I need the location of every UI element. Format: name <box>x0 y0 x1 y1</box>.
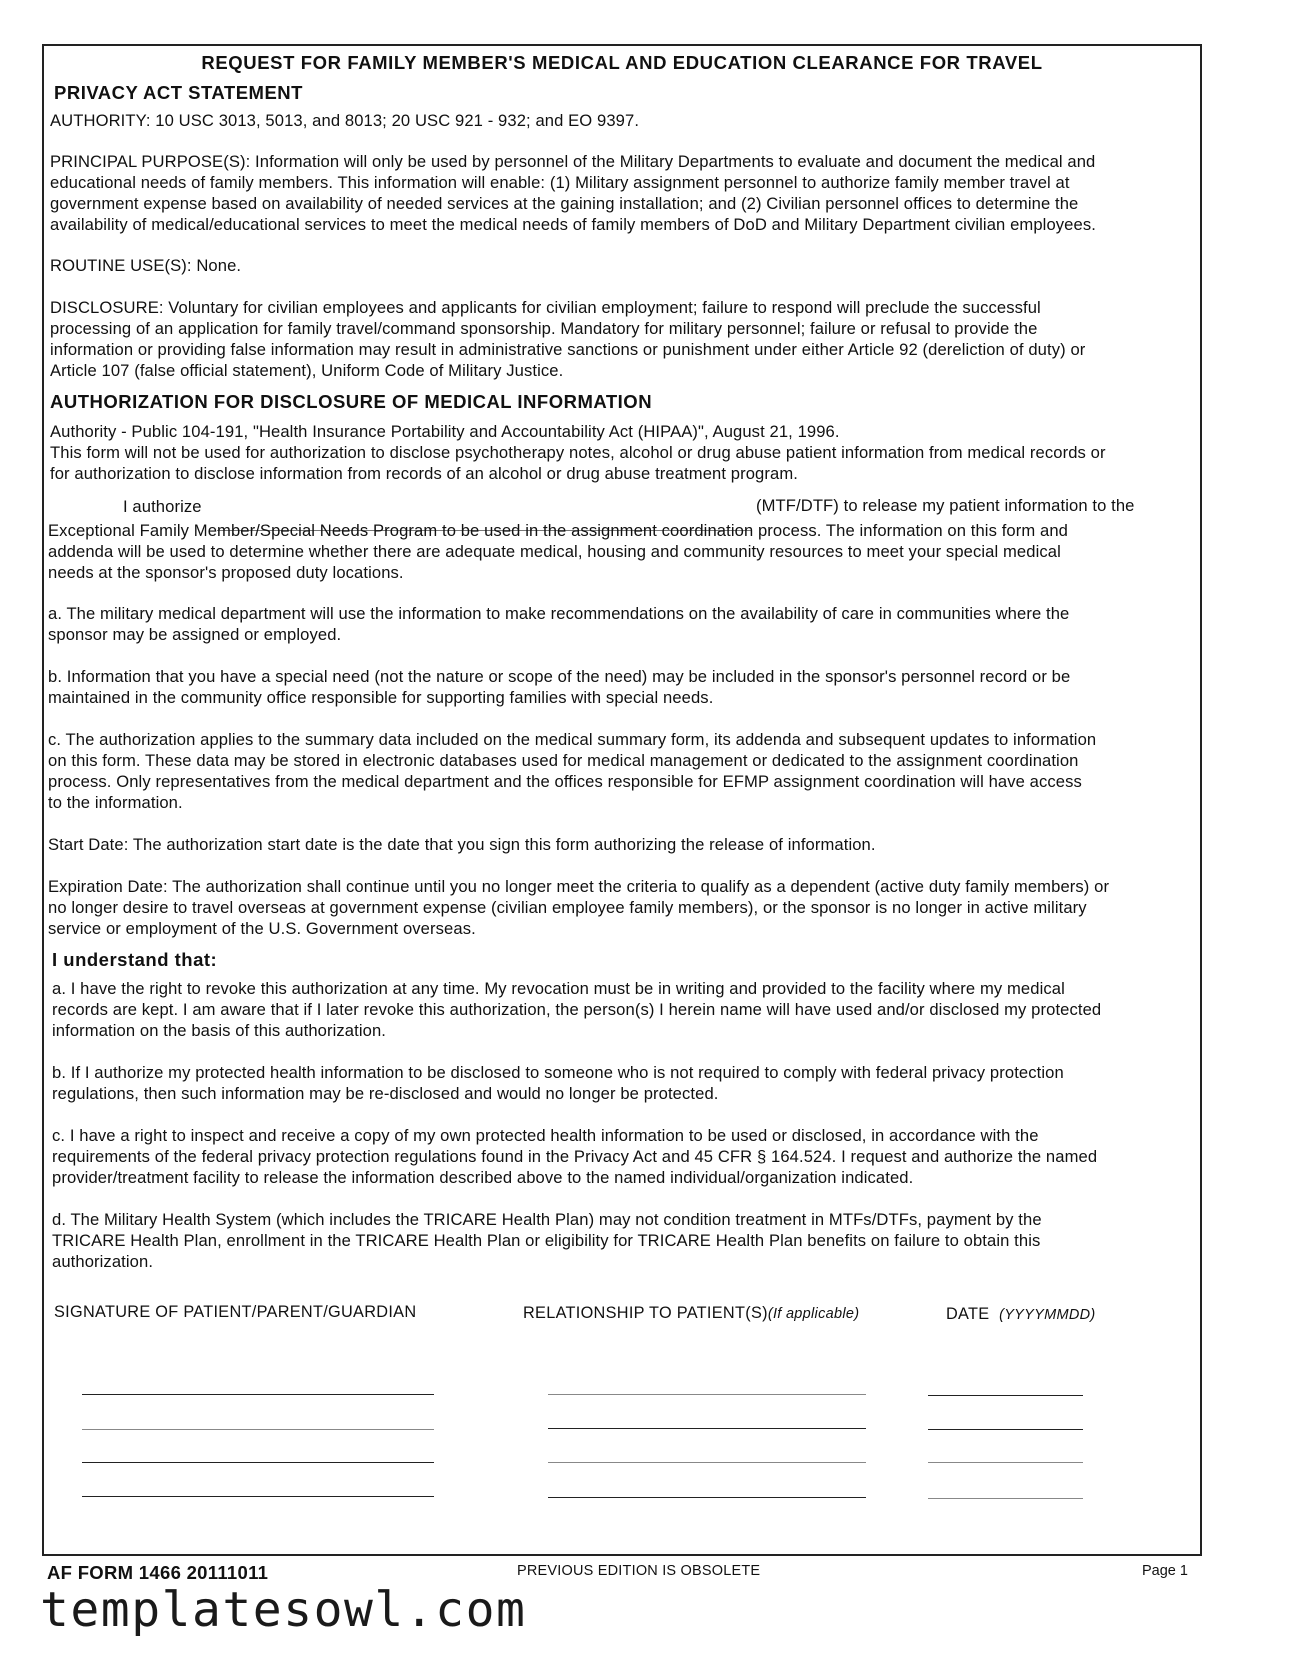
understand-c-line: requirements of the federal privacy protection regulations found in the Privacy Act and 45 CFR § 164.524. I request and authorize the named <box>52 1147 1098 1166</box>
date-label <box>946 1305 1096 1324</box>
form-title: REQUEST FOR FAMILY MEMBER'S MEDICAL AND EDUCATION CLEARANCE FOR TRAVEL <box>201 52 1043 73</box>
item-c-line: process. Only representatives from the medical department and the offices responsible for EFMP assignment coordination will have access <box>48 772 1082 791</box>
disclosure-line: DISCLOSURE: Voluntary for civilian employees and applicants for civilian employment; failure to respond will preclude the successful <box>50 298 1041 317</box>
item-b-line: maintained in the community office responsible for supporting families with special needs. <box>48 688 714 707</box>
relationship-line[interactable] <box>548 1462 866 1463</box>
understand-d-line: d. The Military Health System (which includes the TRICARE Health Plan) may not condition treatment in MTFs/DTFs, payment by the <box>52 1210 1042 1229</box>
understand-b-line: regulations, then such information may be re-disclosed and would no longer be protected. <box>52 1084 719 1103</box>
purpose-line: educational needs of family members. This information will enable: (1) Military assignment personnel to authorize family member travel at <box>50 173 1070 192</box>
privacy-authority: AUTHORITY: 10 USC 3013, 5013, and 8013; 20 USC 921 - 932; and EO 9397. <box>50 111 640 130</box>
date-label-text: DATE <box>946 1305 990 1323</box>
signature-line[interactable] <box>82 1429 434 1430</box>
watermark: templatesowl.com <box>40 1582 527 1638</box>
disclosure-line: processing of an application for family travel/command sponsorship. Mandatory for military personnel; failure or refusal to provide the <box>50 319 1038 338</box>
date-line[interactable] <box>928 1462 1083 1463</box>
mtf-dtf-text: (MTF/DTF) to release my patient information to the <box>756 496 1135 515</box>
understand-b-line: b. If I authorize my protected health information to be disclosed to someone who is not required to comply with federal privacy protection <box>52 1063 1064 1082</box>
intro-line: This form will not be used for authorization to disclose psychotherapy notes, alcohol or drug abuse patient information from medical records or <box>50 443 1106 462</box>
purpose-line: PRINCIPAL PURPOSE(S): Information will only be used by personnel of the Military Departments to evaluate and document the medical and <box>50 152 1096 171</box>
understand-a-line: information on the basis of this authorization. <box>52 1021 386 1040</box>
disclosure-line: information or providing false information may result in administrative sanctions or punishment under either Article 92 (dereliction of duty) or <box>50 340 1086 359</box>
start-date-text: Start Date: The authorization start date is the date that you sign this form authorizing the release of information. <box>48 835 876 854</box>
page-number: Page 1 <box>1142 1563 1188 1579</box>
expiration-line: service or employment of the U.S. Government overseas. <box>48 919 476 938</box>
exceptional-line: Exceptional Family Member/Special Needs Program to be used in the assignment coordination process. The information on this form and <box>48 521 1068 540</box>
signature-line[interactable] <box>82 1496 434 1497</box>
item-b-line: b. Information that you have a special need (not the nature or scope of the need) may be included in the sponsor's personnel record or be <box>48 667 1071 686</box>
form-identifier: AF FORM 1466 20111011 <box>47 1562 269 1583</box>
relationship-label-text: RELATIONSHIP TO PATIENT(S) <box>523 1304 768 1322</box>
understand-c-line: c. I have a right to inspect and receive a copy of my own protected health information to be used or disclosed, in accordance with the <box>52 1126 1039 1145</box>
purpose-line: availability of medical/educational services to meet the medical needs of family members of DoD and Military Department civilian employees. <box>50 215 1096 234</box>
signature-label: SIGNATURE OF PATIENT/PARENT/GUARDIAN <box>54 1303 417 1321</box>
relationship-note: (If applicable) <box>767 1306 860 1322</box>
item-a-line: sponsor may be assigned or employed. <box>48 625 342 644</box>
disclosure-line: Article 107 (false official statement), Uniform Code of Military Justice. <box>50 361 564 380</box>
relationship-label <box>523 1304 859 1323</box>
edition-notice: PREVIOUS EDITION IS OBSOLETE <box>517 1563 761 1579</box>
date-line[interactable] <box>928 1498 1083 1499</box>
expiration-line: no longer desire to travel overseas at government expense (civilian employee family members), or the sponsor is no longer in active military <box>48 898 1087 917</box>
understand-c-line: provider/treatment facility to release the information described above to the named individual/organization indicated. <box>52 1168 914 1187</box>
routine-uses: ROUTINE USE(S): None. <box>50 256 242 275</box>
understand-heading: I understand that: <box>52 949 218 970</box>
item-c-line: to the information. <box>48 793 183 812</box>
relationship-line[interactable] <box>548 1497 866 1498</box>
signature-line[interactable] <box>82 1394 434 1395</box>
item-c-line: on this form. These data may be stored in electronic databases used for medical management or dedicated to the assignment coordination <box>48 751 1079 770</box>
authorization-heading: AUTHORIZATION FOR DISCLOSURE OF MEDICAL INFORMATION <box>50 391 653 412</box>
item-a-line: a. The military medical department will use the information to make recommendations on the availability of care in communities where the <box>48 604 1070 623</box>
intro-line: for authorization to disclose information from records of an alcohol or drug abuse treatment program. <box>50 464 798 483</box>
understand-a-line: a. I have the right to revoke this authorization at any time. My revocation must be in writing and provided to the facility where my medical <box>52 979 1065 998</box>
item-c-line: c. The authorization applies to the summary data included on the medical summary form, its addenda and subsequent updates to information <box>48 730 1097 749</box>
understand-d-line: authorization. <box>52 1252 154 1271</box>
expiration-line: Expiration Date: The authorization shall continue until you no longer meet the criteria to qualify as a dependent (active duty family members) or <box>48 877 1110 896</box>
privacy-act-heading: PRIVACY ACT STATEMENT <box>54 82 303 103</box>
purpose-line: government expense based on availability of needed services at the gaining installation; and (2) Civilian personnel offices to determine the <box>50 194 1079 213</box>
exceptional-line: addenda will be used to determine whether there are adequate medical, housing and community resources to meet your special medical <box>48 542 1061 561</box>
intro-line: Authority - Public 104-191, "Health Insurance Portability and Accountability Act (HIPAA)", August 21, 1996. <box>50 422 840 441</box>
exceptional-line: needs at the sponsor's proposed duty locations. <box>48 563 404 582</box>
date-line[interactable] <box>928 1395 1083 1396</box>
form-border <box>42 44 1202 1556</box>
relationship-line[interactable] <box>548 1428 866 1429</box>
signature-line[interactable] <box>82 1462 434 1463</box>
relationship-line[interactable] <box>548 1394 866 1395</box>
understand-d-line: TRICARE Health Plan, enrollment in the TRICARE Health Plan or eligibility for TRICARE Health Plan benefits on failure to obtain this <box>52 1231 1041 1250</box>
i-authorize-label: I authorize <box>123 497 202 516</box>
date-line[interactable] <box>928 1429 1083 1430</box>
understand-a-line: records are kept. I am aware that if I later revoke this authorization, the person(s) I herein name will have used and/or disclosed my protected <box>52 1000 1102 1019</box>
date-format-note: (YYYYMMDD) <box>999 1307 1096 1323</box>
